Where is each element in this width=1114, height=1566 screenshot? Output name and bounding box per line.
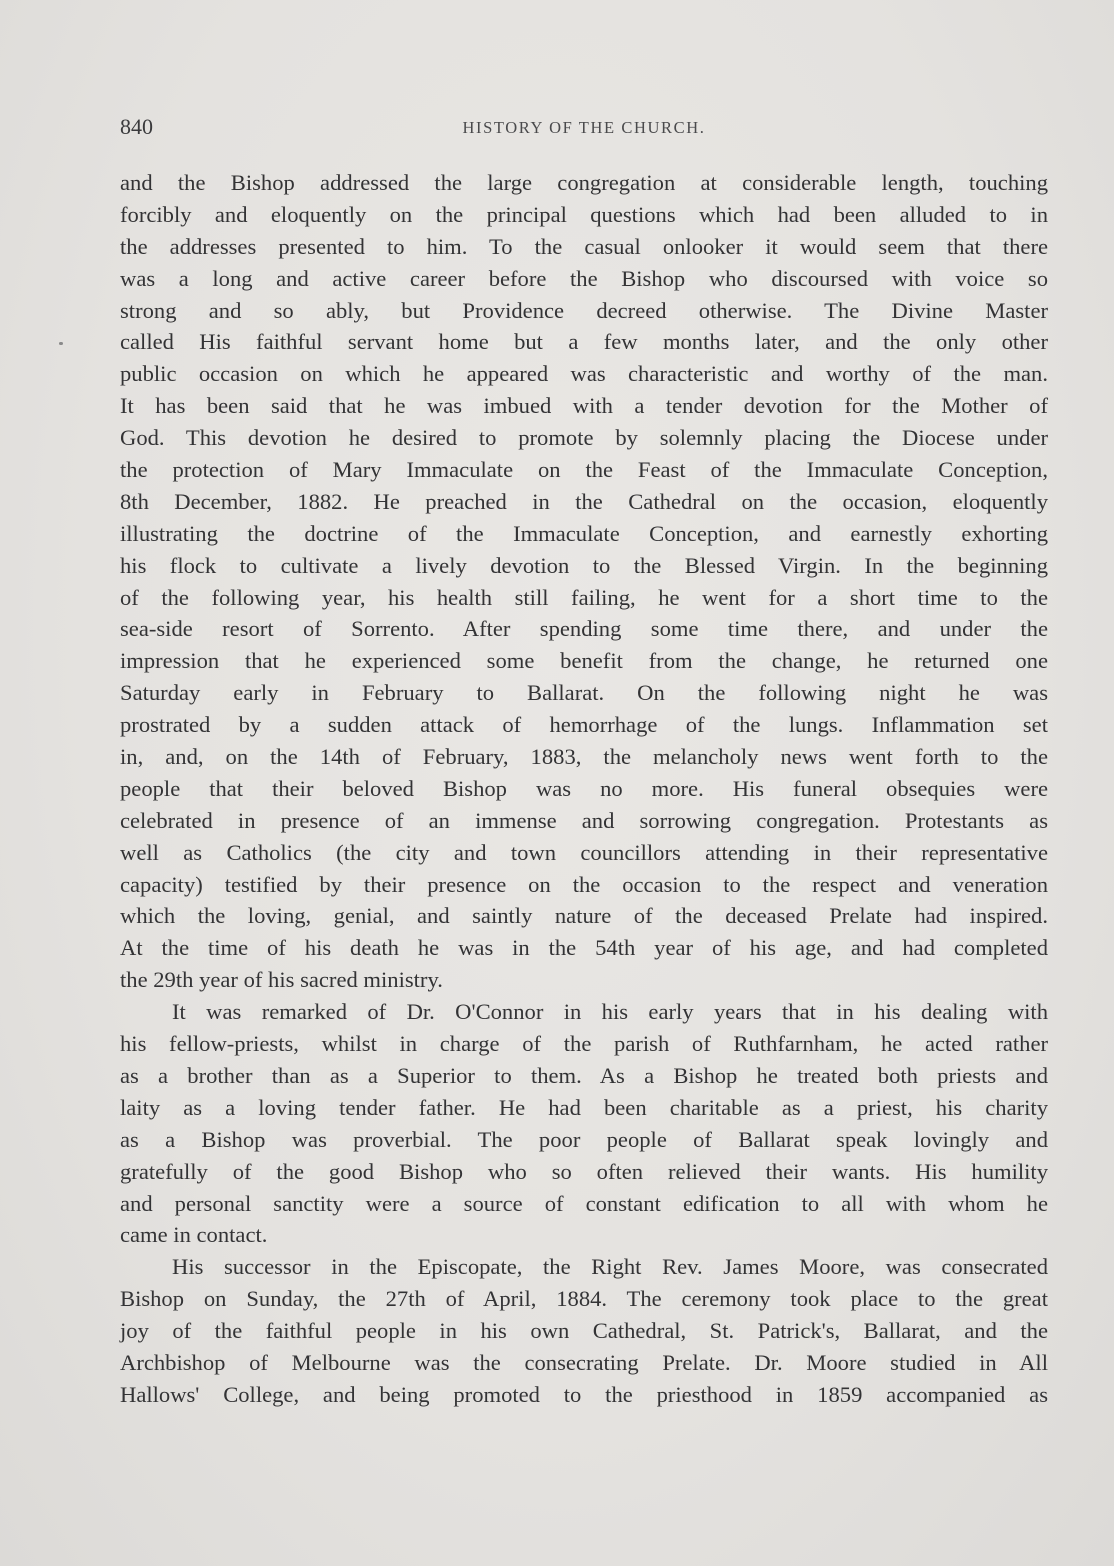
text-line: laity as a loving tender father. He had been charitable as a priest, his charity [120,1094,1048,1120]
text-line: It has been said that he was imbued with a tender devotion for the Mother of [120,393,1048,419]
text-line: strong and so ably, but Providence decreed otherwise. The Divine Master [120,297,1048,323]
text-line: and personal sanctity were a source of constant edification to all with whom he [120,1190,1048,1216]
text-line: well as Catholics (the city and town councillors attending in their representative [120,839,1048,865]
text-line: His successor in the Episcopate, the Right Rev. James Moore, was consecrated [172,1254,1048,1280]
paper-speck [59,342,63,345]
text-line: the 29th year of his sacred ministry. [120,967,443,993]
text-line: celebrated in presence of an immense and sorrowing congregation. Protestants as [120,807,1048,833]
text-line: sea-side resort of Sorrento. After spending some time there, and under the [120,616,1048,642]
text-line: as a brother than as a Superior to them. As a Bishop he treated both priests and [120,1062,1048,1088]
text-line: capacity) testified by their presence on the occasion to the respect and veneration [120,871,1048,897]
running-head [120,114,1048,144]
text-line: Saturday early in February to Ballarat. On the following night he was [120,680,1048,706]
text-line: impression that he experienced some benefit from the change, he returned one [120,648,1048,674]
text-line: his fellow-priests, whilst in charge of the parish of Ruthfarnham, he acted rather [120,1031,1048,1057]
text-line: Hallows' College, and being promoted to the priesthood in 1859 accompanied as [120,1381,1048,1407]
text-line: the addresses presented to him. To the casual onlooker it would seem that there [120,233,1048,259]
text-line: was a long and active career before the Bishop who discoursed with voice so [120,265,1048,291]
text-line: illustrating the doctrine of the Immaculate Conception, and earnestly exhorting [120,520,1048,546]
text-line: 8th December, 1882. He preached in the Cathedral on the occasion, eloquently [120,488,1048,514]
text-line: as a Bishop was proverbial. The poor people of Ballarat speak lovingly and [120,1126,1048,1152]
text-line: came in contact. [120,1222,268,1248]
text-line: joy of the faithful people in his own Cathedral, St. Patrick's, Ballarat, and the [120,1318,1048,1344]
text-line: people that their beloved Bishop was no more. His funeral obsequies were [120,775,1048,801]
text-line: God. This devotion he desired to promote by solemnly placing the Diocese under [120,425,1048,451]
body-text [120,167,1048,1411]
text-line: and the Bishop addressed the large congregation at considerable length, touching [120,170,1048,195]
text-line: It was remarked of Dr. O'Connor in his early years that in his dealing with [172,999,1048,1025]
text-line: At the time of his death he was in the 54th year of his age, and had completed [120,935,1048,961]
running-title: HISTORY OF THE CHURCH. [462,118,706,137]
page-number: 840 [120,114,153,139]
text-line: public occasion on which he appeared was characteristic and worthy of the man. [120,361,1048,387]
text-line: gratefully of the good Bishop who so often relieved their wants. His humility [120,1158,1048,1184]
text-line: his flock to cultivate a lively devotion to the Blessed Virgin. In the beginning [120,552,1048,578]
text-line: of the following year, his health still failing, he went for a short time to the [120,584,1048,610]
text-line: the protection of Mary Immaculate on the Feast of the Immaculate Conception, [120,457,1048,483]
text-line: Archbishop of Melbourne was the consecrating Prelate. Dr. Moore studied in All [120,1349,1048,1375]
text-line: called His faithful servant home but a few months later, and the only other [120,329,1048,355]
text-line: which the loving, genial, and saintly nature of the deceased Prelate had inspired. [120,903,1048,929]
text-line: Bishop on Sunday, the 27th of April, 1884. The ceremony took place to the great [120,1286,1048,1312]
text-line: prostrated by a sudden attack of hemorrhage of the lungs. Inflammation set [120,712,1048,738]
text-line: forcibly and eloquently on the principal questions which had been alluded to in [120,201,1048,227]
text-line: in, and, on the 14th of February, 1883, the melancholy news went forth to the [120,744,1048,770]
